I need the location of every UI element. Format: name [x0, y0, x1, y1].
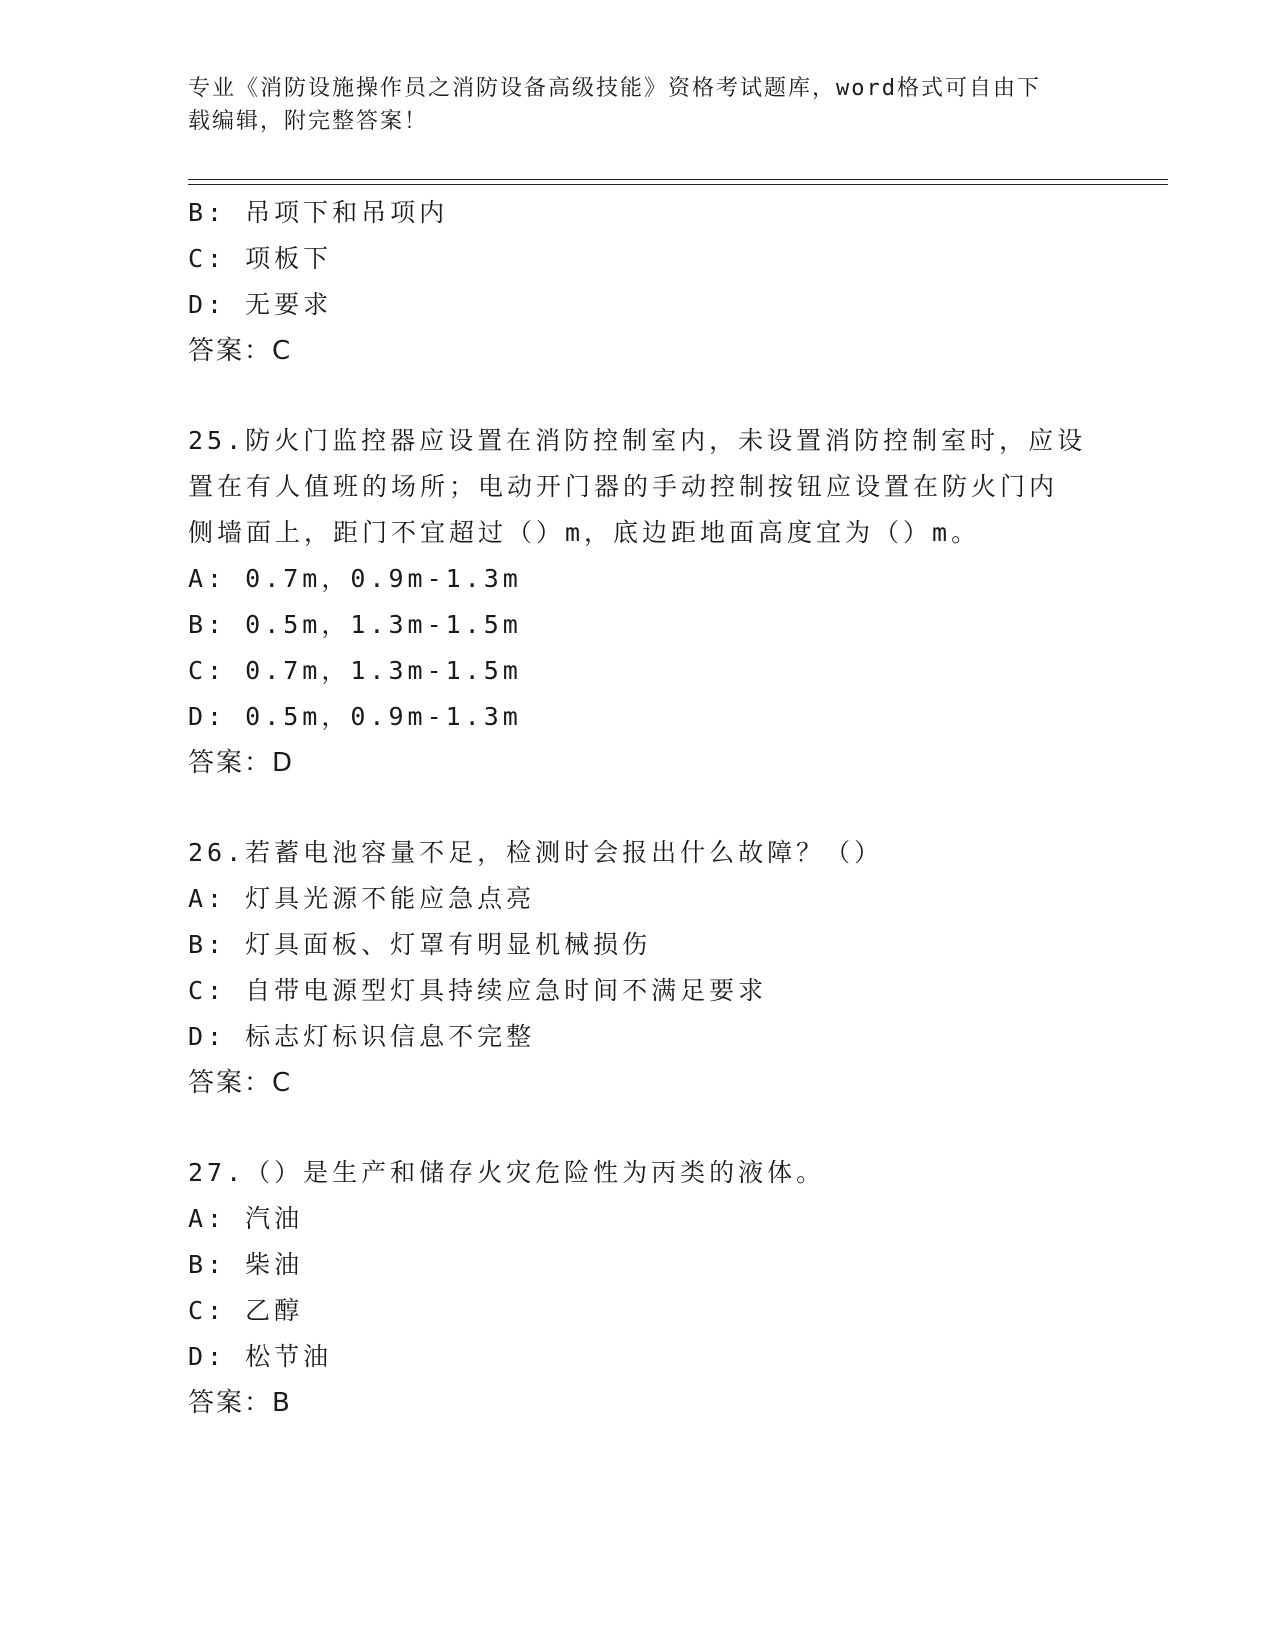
- question-text-line: 置在有人值班的场所；电动开门器的手动控制按钮应设置在防火门内: [188, 472, 1059, 501]
- option-d: D: 无要求: [188, 290, 333, 319]
- answer: 答案：C: [188, 1068, 293, 1098]
- option-b: B: 柴油: [188, 1250, 304, 1279]
- question-25: [188, 418, 1088, 786]
- option-c: C: 项板下: [188, 244, 333, 273]
- option-b: B: 吊项下和吊项内: [188, 198, 449, 227]
- question-text-line: 26.若蓄电池容量不足，检测时会报出什么故障？（）: [188, 838, 884, 867]
- answer: 答案：B: [188, 1388, 292, 1418]
- question-text-line: 25.防火门监控器应设置在消防控制室内，未设置消防控制室时，应设: [188, 426, 1087, 455]
- option-b: B: 0.5m，1.3m-1.5m: [188, 610, 522, 639]
- option-d: D: 0.5m，0.9m-1.3m: [188, 702, 522, 731]
- option-c: C: 0.7m，1.3m-1.5m: [188, 656, 522, 685]
- option-b: B: 灯具面板、灯罩有明显机械损伤: [188, 930, 652, 959]
- option-c: C: 自带电源型灯具持续应急时间不满足要求: [188, 976, 768, 1005]
- question-27: [188, 1150, 1088, 1426]
- question-text-line: 27.（）是生产和储存火灾危险性为丙类的液体。: [188, 1158, 826, 1187]
- header-line-1: 专业《消防设施操作员之消防设备高级技能》资格考试题库，word格式可自由下: [188, 76, 1041, 101]
- header-line-2: 载编辑，附完整答案！: [188, 109, 429, 134]
- question-list: [188, 190, 1088, 1470]
- option-d: D: 松节油: [188, 1342, 333, 1371]
- question-26: [188, 830, 1088, 1106]
- option-c: C: 乙醇: [188, 1296, 304, 1325]
- option-a: A: 汽油: [188, 1204, 304, 1233]
- header-divider-bottom: [188, 184, 1168, 185]
- option-a: A: 灯具光源不能应急点亮: [188, 884, 536, 913]
- question-text-line: 侧墙面上，距门不宜超过（）m，底边距地面高度宜为（）m。: [188, 518, 981, 547]
- option-d: D: 标志灯标识信息不完整: [188, 1022, 536, 1051]
- header-divider-top: [188, 179, 1168, 180]
- document-header: [188, 72, 1088, 138]
- question-24-tail: [188, 190, 1088, 374]
- answer: 答案：C: [188, 336, 293, 366]
- answer: 答案：D: [188, 748, 295, 778]
- option-a: A: 0.7m，0.9m-1.3m: [188, 564, 522, 593]
